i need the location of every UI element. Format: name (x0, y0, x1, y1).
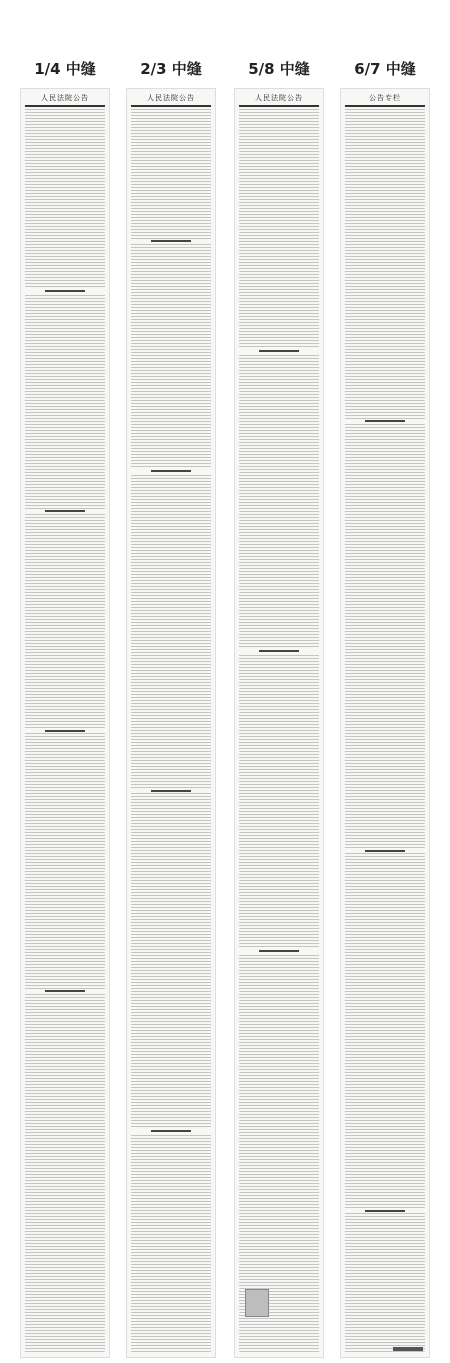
notice-heading (345, 1209, 425, 1213)
notice-heading (25, 729, 105, 733)
notice-heading (25, 509, 105, 513)
column-1-label: 1/4 中缝 (34, 60, 96, 78)
column-4-body-text (345, 109, 425, 1353)
column-2-label: 2/3 中缝 (140, 60, 202, 78)
column-3-label: 5/8 中缝 (248, 60, 310, 78)
notice-heading (239, 949, 319, 953)
notice-heading (239, 349, 319, 353)
notice-heading (131, 239, 211, 243)
column-2-page (126, 88, 216, 1358)
notice-heading (25, 289, 105, 293)
footer-rule (393, 1347, 423, 1351)
portrait-photo (245, 1289, 269, 1317)
notice-heading (345, 419, 425, 423)
column-4-header: 公告专栏 (345, 93, 425, 107)
column-1-page (20, 88, 110, 1358)
notice-heading (131, 1129, 211, 1133)
column-3-body-text (239, 109, 319, 1353)
notice-heading (239, 649, 319, 653)
notice-heading (131, 469, 211, 473)
notice-heading (131, 789, 211, 793)
column-2-header: 人民法院公告 (131, 93, 211, 107)
column-3-header: 人民法院公告 (239, 93, 319, 107)
notice-heading (345, 849, 425, 853)
column-3-page (234, 88, 324, 1358)
column-4-label: 6/7 中缝 (354, 60, 416, 78)
column-2-body-text (131, 109, 211, 1353)
notice-heading (25, 989, 105, 993)
column-4-page (340, 88, 430, 1358)
column-1-header: 人民法院公告 (25, 93, 105, 107)
